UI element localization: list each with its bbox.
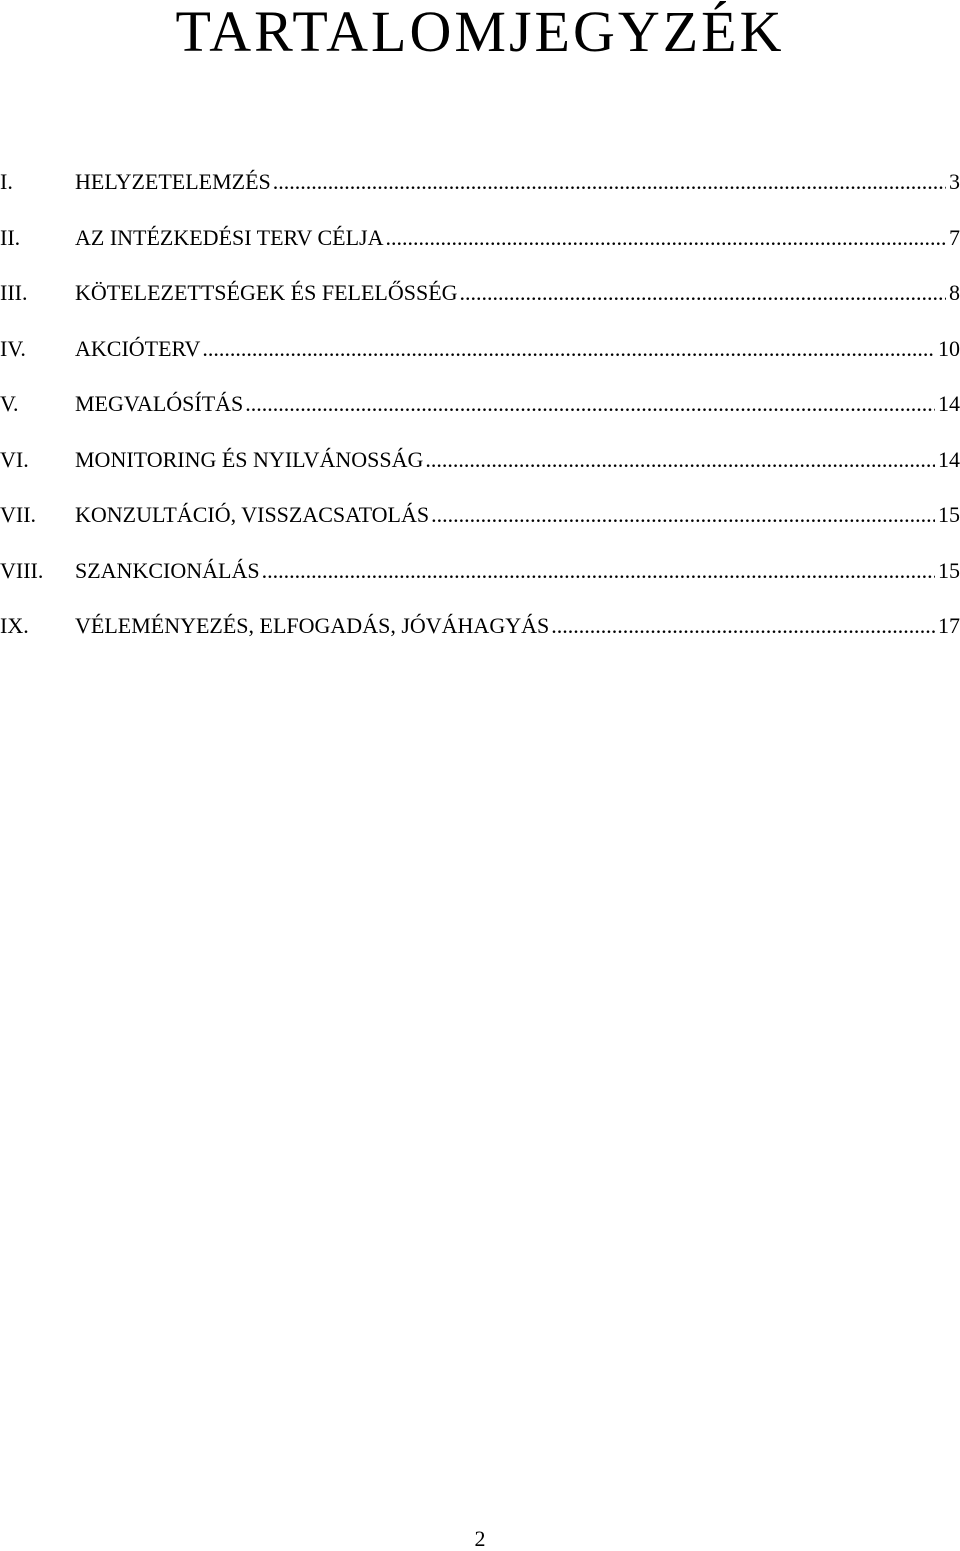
- toc-entry-title: KONZULTÁCIÓ, VISSZACSATOLÁS: [75, 502, 430, 527]
- toc-entry-page: 14: [938, 446, 960, 472]
- toc-entry-title: SZANKCIONÁLÁS: [75, 557, 260, 583]
- toc-entry-number: III.: [0, 280, 28, 305]
- toc-dot-leader: [431, 501, 935, 529]
- toc-entry-page: 15: [938, 502, 960, 527]
- toc-entry[interactable]: [0, 224, 960, 252]
- toc-dot-leader: [551, 612, 935, 640]
- toc-dot-leader: [425, 446, 935, 474]
- toc-entry-title: AKCIÓTERV: [75, 335, 201, 361]
- toc-entry[interactable]: [0, 557, 960, 585]
- toc-entry-page: 17: [938, 613, 960, 638]
- toc-entry-number: IX.: [0, 613, 29, 638]
- toc-entry[interactable]: [0, 612, 960, 640]
- toc-entry-title: MEGVALÓSÍTÁS: [75, 391, 244, 416]
- page-number: 2: [474, 1526, 486, 1551]
- toc-entry-page: 14: [938, 391, 960, 416]
- toc-dot-leader: [385, 224, 946, 252]
- toc-entry-page: 7: [949, 224, 960, 250]
- toc-dot-leader: [245, 390, 935, 418]
- toc-dot-leader: [262, 557, 935, 585]
- toc-entry-page: 10: [938, 335, 960, 361]
- toc-entry-page: 8: [949, 280, 960, 305]
- toc-entry-number: IV.: [0, 335, 26, 361]
- toc-dot-leader: [460, 279, 946, 307]
- toc-entry[interactable]: [0, 335, 960, 363]
- toc-entry-number: VIII.: [0, 557, 44, 583]
- toc-entry-page: 3: [949, 169, 960, 194]
- toc-entry-title: MONITORING ÉS NYILVÁNOSSÁG: [75, 446, 424, 472]
- toc-entry-title: VÉLEMÉNYEZÉS, ELFOGADÁS, JÓVÁHAGYÁS: [75, 613, 550, 638]
- toc-entry[interactable]: [0, 279, 960, 307]
- toc-entry-number: V.: [0, 391, 19, 416]
- toc-dot-leader: [273, 168, 946, 196]
- toc-entry-title: AZ INTÉZKEDÉSI TERV CÉLJA: [75, 224, 384, 250]
- toc-entry[interactable]: [0, 168, 960, 196]
- toc-entry-title: KÖTELEZETTSÉGEK ÉS FELELŐSSÉG: [75, 280, 458, 305]
- toc-entry-number: VI.: [0, 446, 29, 472]
- toc-entry-number: I.: [0, 169, 13, 194]
- toc-entry-number: VII.: [0, 502, 37, 527]
- toc-entry-number: II.: [0, 224, 21, 250]
- page-title: TARTALOMJEGYZÉK: [175, 0, 785, 64]
- table-of-contents: [0, 168, 960, 668]
- toc-entry[interactable]: [0, 390, 960, 418]
- toc-entry-page: 15: [938, 557, 960, 583]
- toc-entry[interactable]: [0, 501, 960, 529]
- toc-entry[interactable]: [0, 446, 960, 474]
- toc-dot-leader: [202, 335, 935, 363]
- toc-entry-title: HELYZETELEMZÉS: [75, 169, 271, 194]
